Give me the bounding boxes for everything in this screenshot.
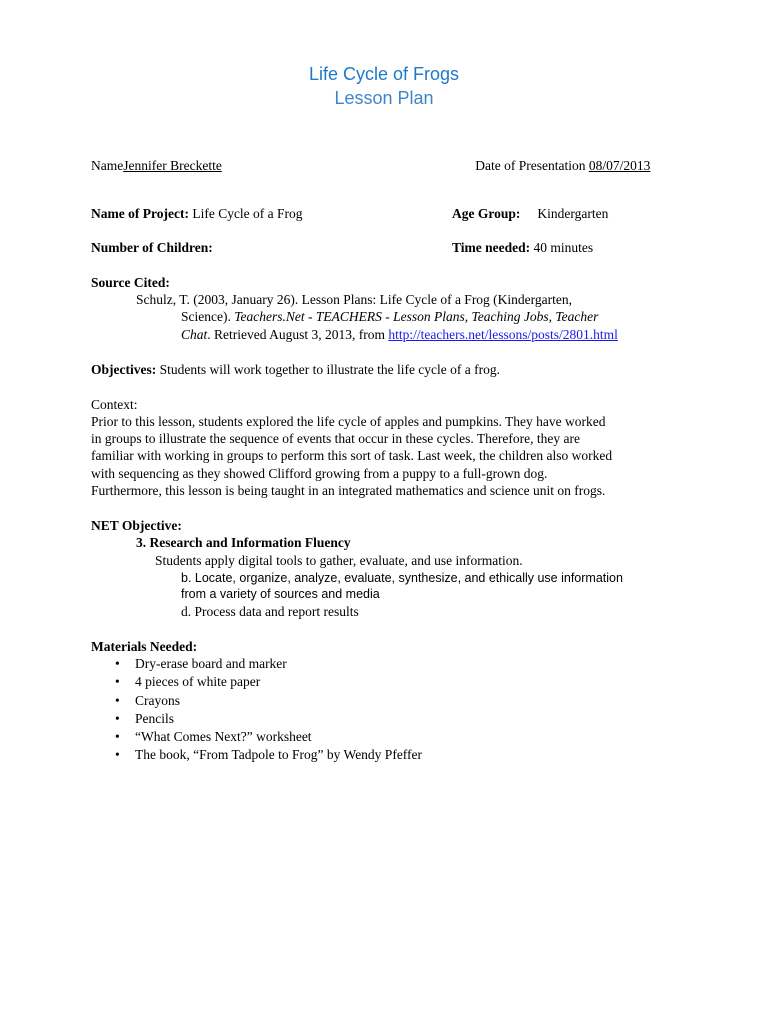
list-item-text: 4 pieces of white paper bbox=[135, 674, 261, 690]
list-item-text: Pencils bbox=[135, 710, 174, 726]
objectives bbox=[91, 361, 500, 378]
materials-list bbox=[91, 655, 422, 765]
list-item bbox=[91, 673, 422, 691]
context-line: Prior to this lesson, students explored the life cycle of apples and pumpkins. They have worked bbox=[91, 414, 606, 429]
list-item bbox=[91, 710, 422, 728]
list-item-text: The book, “From Tadpole to Frog” by Wendy Pfeffer bbox=[135, 747, 423, 763]
time-value: 40 minutes bbox=[530, 240, 594, 255]
net-description: Students apply digital tools to gather, evaluate, and use information. bbox=[155, 553, 523, 568]
list-item bbox=[91, 692, 422, 710]
name-label: Name bbox=[91, 158, 124, 173]
list-item bbox=[91, 728, 422, 746]
objectives-text: Students will work together to illustrate the life cycle of a frog. bbox=[156, 362, 501, 377]
list-item-text: Dry-erase board and marker bbox=[135, 656, 287, 671]
bullet-icon: • bbox=[115, 747, 120, 763]
children-field bbox=[91, 239, 213, 256]
citation-line-1: Schulz, T. (2003, January 26). Lesson Plans: Life Cycle of a Frog (Kindergarten, bbox=[136, 292, 573, 307]
project-label: Name of Project: bbox=[91, 206, 189, 221]
net-item-b-line-1: b. Locate, organize, analyze, evaluate, synthesize, and ethically use information bbox=[181, 571, 623, 585]
net-item-b-line-2: from a variety of sources and media bbox=[181, 587, 380, 601]
bullet-icon: • bbox=[115, 729, 120, 745]
name-line bbox=[91, 157, 650, 174]
name-value: Jennifer Breckette bbox=[123, 158, 222, 173]
citation-italic: Teachers.Net - TEACHERS - Lesson Plans, Teaching Jobs, Teacher bbox=[234, 309, 599, 324]
context-line: familiar with working in groups to perform this sort of task. Last week, the children also worked bbox=[91, 448, 613, 464]
age-group-field bbox=[452, 205, 608, 222]
citation-retrieved: . Retrieved August 3, 2013, from bbox=[207, 327, 389, 342]
date-value: 08/07/2013 bbox=[588, 158, 651, 173]
net-heading: 3. Research and Information Fluency bbox=[136, 535, 351, 550]
age-group-label: Age Group: bbox=[452, 206, 521, 221]
context-line: with sequencing as they showed Clifford growing from a puppy to a full-grown dog. bbox=[91, 465, 548, 481]
context-paragraph bbox=[91, 413, 691, 499]
citation-plain: Science). bbox=[181, 309, 235, 324]
children-label: Number of Children: bbox=[91, 240, 213, 255]
list-item-text: Crayons bbox=[135, 692, 180, 708]
bullet-icon: • bbox=[115, 674, 120, 690]
objectives-label: Objectives: bbox=[91, 362, 157, 377]
date-label: Date of Presentation bbox=[475, 158, 589, 173]
source-label: Source Cited: bbox=[91, 275, 170, 290]
list-item-text: “What Comes Next?” worksheet bbox=[135, 729, 312, 745]
list-item bbox=[91, 746, 422, 764]
time-label: Time needed: bbox=[452, 240, 531, 255]
time-field bbox=[452, 239, 593, 256]
net-objective-label: NET Objective: bbox=[91, 518, 182, 533]
context-line: in groups to illustrate the sequence of events that occur in these cycles. Therefore, they are bbox=[91, 431, 580, 447]
list-item bbox=[91, 655, 422, 673]
age-group-value: Kindergarten bbox=[537, 206, 609, 221]
context-line: Furthermore, this lesson is being taught in an integrated mathematics and science unit on frogs. bbox=[91, 482, 606, 498]
net-item-d: d. Process data and report results bbox=[181, 604, 359, 619]
citation-url-link[interactable]: http://teachers.net/lessons/posts/2801.html bbox=[388, 327, 618, 342]
citation-italic-end: Chat bbox=[181, 327, 208, 342]
project-value: Life Cycle of a Frog bbox=[188, 206, 303, 221]
document-title: Life Cycle of Frogs bbox=[308, 64, 460, 84]
bullet-icon: • bbox=[115, 656, 120, 671]
context-label: Context: bbox=[91, 397, 138, 412]
materials-label: Materials Needed: bbox=[91, 639, 198, 654]
document-subtitle: Lesson Plan bbox=[334, 88, 434, 108]
citation-line-3 bbox=[181, 326, 618, 343]
project-field bbox=[91, 205, 303, 222]
citation-line-2 bbox=[181, 308, 598, 325]
bullet-icon: • bbox=[115, 692, 120, 708]
bullet-icon: • bbox=[115, 710, 120, 726]
